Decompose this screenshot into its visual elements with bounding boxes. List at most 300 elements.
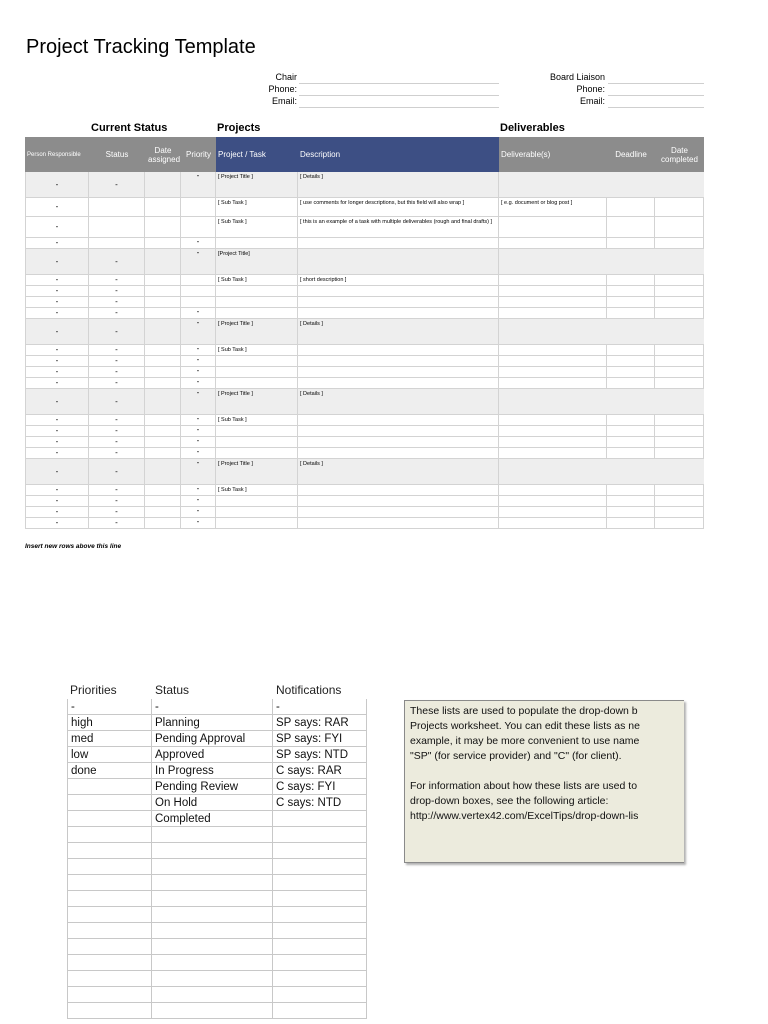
table-cell[interactable] [499, 378, 607, 388]
table-cell[interactable] [89, 485, 145, 495]
list-cell[interactable] [67, 779, 152, 795]
list-cell[interactable] [67, 811, 152, 827]
list-cell[interactable] [67, 1003, 152, 1019]
list-header-status: Status [155, 683, 190, 697]
table-cell[interactable] [655, 367, 704, 377]
table-cell[interactable] [25, 345, 89, 355]
header-priority [181, 137, 216, 172]
list-cell[interactable] [67, 971, 152, 987]
chair-field[interactable] [299, 96, 499, 108]
table-cell[interactable] [298, 459, 499, 484]
list-cell[interactable]: high [67, 715, 152, 731]
table-cell[interactable] [181, 415, 216, 425]
list-cell[interactable]: SP says: RAR [273, 715, 367, 731]
table-cell[interactable] [89, 448, 145, 458]
table-cell[interactable] [298, 485, 499, 495]
table-cell[interactable] [607, 345, 655, 355]
table-cell[interactable] [181, 485, 216, 495]
list-cell[interactable] [273, 907, 367, 923]
table-cell[interactable] [607, 286, 655, 296]
table-cell[interactable] [181, 356, 216, 366]
table-cell[interactable] [216, 345, 298, 355]
liaison-field[interactable] [608, 96, 704, 108]
table-cell[interactable] [298, 286, 499, 296]
note-line: example, it may be more convenient to use name [410, 735, 640, 747]
table-cell[interactable] [25, 286, 89, 296]
list-cell[interactable]: - [273, 699, 367, 715]
table-cell[interactable] [145, 507, 181, 517]
table-cell[interactable] [25, 518, 89, 528]
table-cell[interactable] [89, 437, 145, 447]
list-cell[interactable] [152, 875, 273, 891]
table-cell[interactable] [655, 437, 704, 447]
list-cell[interactable] [273, 859, 367, 875]
table-cell[interactable] [145, 286, 181, 296]
table-cell[interactable] [25, 249, 89, 274]
table-cell[interactable] [145, 275, 181, 285]
table-cell[interactable] [181, 448, 216, 458]
list-cell[interactable]: In Progress [152, 763, 273, 779]
list-cell[interactable]: SP says: NTD [273, 747, 367, 763]
table-cell[interactable] [89, 308, 145, 318]
table-cell[interactable] [181, 518, 216, 528]
table-cell[interactable] [607, 308, 655, 318]
liaison-label: Phone: [576, 84, 605, 94]
table-cell[interactable] [181, 275, 216, 285]
table-cell[interactable] [25, 238, 89, 248]
table-cell[interactable] [181, 286, 216, 296]
table-cell[interactable] [25, 297, 89, 307]
task-row [25, 367, 704, 378]
table-cell[interactable] [181, 426, 216, 436]
table-cell[interactable] [298, 426, 499, 436]
table-cell[interactable] [181, 459, 216, 484]
table-cell[interactable] [607, 367, 655, 377]
table-cell[interactable] [181, 238, 216, 248]
table-cell[interactable] [499, 275, 607, 285]
table-cell[interactable] [499, 217, 607, 237]
table-cell[interactable] [216, 172, 298, 197]
table-cell[interactable] [89, 415, 145, 425]
table-cell[interactable] [216, 448, 298, 458]
table-cell[interactable] [655, 426, 704, 436]
table-cell[interactable] [655, 297, 704, 307]
table-cell[interactable] [181, 198, 216, 216]
table-cell[interactable] [25, 448, 89, 458]
table-cell[interactable] [655, 275, 704, 285]
list-cell[interactable] [67, 923, 152, 939]
liaison-field[interactable] [608, 84, 704, 96]
table-cell[interactable] [25, 485, 89, 495]
list-cell[interactable] [152, 923, 273, 939]
list-cell[interactable]: low [67, 747, 152, 763]
table-cell[interactable] [89, 297, 145, 307]
list-cell[interactable] [67, 939, 152, 955]
table-cell[interactable] [216, 496, 298, 506]
table-cell[interactable] [499, 308, 607, 318]
table-cell[interactable] [89, 275, 145, 285]
table-cell[interactable] [145, 437, 181, 447]
table-cell[interactable] [89, 198, 145, 216]
list-row [67, 1003, 367, 1019]
table-cell[interactable] [25, 507, 89, 517]
table-cell[interactable] [181, 217, 216, 237]
cell-value: - [55, 518, 59, 527]
table-cell[interactable] [145, 367, 181, 377]
table-cell[interactable] [89, 238, 145, 248]
table-cell[interactable] [607, 297, 655, 307]
list-cell[interactable]: - [152, 699, 273, 715]
list-cell[interactable] [152, 939, 273, 955]
list-cell[interactable] [152, 971, 273, 987]
table-cell[interactable] [216, 426, 298, 436]
list-cell[interactable] [152, 891, 273, 907]
table-cell[interactable] [216, 198, 298, 216]
list-row [67, 843, 367, 859]
table-cell[interactable] [499, 448, 607, 458]
cell-value: - [55, 496, 59, 505]
table-cell[interactable] [607, 426, 655, 436]
table-cell[interactable] [145, 459, 181, 484]
list-cell[interactable] [273, 939, 367, 955]
table-cell[interactable] [499, 496, 607, 506]
table-cell[interactable] [607, 415, 655, 425]
table-cell[interactable] [298, 437, 499, 447]
table-cell[interactable] [499, 297, 607, 307]
table-cell[interactable] [216, 415, 298, 425]
list-cell[interactable] [152, 907, 273, 923]
table-cell[interactable] [181, 297, 216, 307]
table-cell[interactable] [216, 507, 298, 517]
liaison-field[interactable] [608, 72, 704, 84]
table-cell[interactable] [607, 507, 655, 517]
table-cell[interactable] [216, 308, 298, 318]
list-cell[interactable]: Completed [152, 811, 273, 827]
table-cell[interactable] [499, 356, 607, 366]
table-cell[interactable] [499, 426, 607, 436]
list-cell[interactable]: done [67, 763, 152, 779]
list-cell[interactable] [273, 923, 367, 939]
table-cell[interactable] [181, 507, 216, 517]
table-cell[interactable] [89, 518, 145, 528]
table-cell[interactable] [607, 238, 655, 248]
list-cell[interactable] [273, 843, 367, 859]
table-cell[interactable] [145, 249, 181, 274]
table-cell[interactable] [298, 356, 499, 366]
table-cell[interactable] [25, 198, 89, 216]
list-cell[interactable]: Pending Approval [152, 731, 273, 747]
table-cell[interactable] [89, 389, 145, 414]
table-cell[interactable] [145, 297, 181, 307]
table-cell[interactable] [298, 415, 499, 425]
header-label: Deadline [615, 150, 647, 159]
table-cell[interactable] [181, 389, 216, 414]
table-cell[interactable] [25, 496, 89, 506]
table-cell[interactable] [216, 249, 298, 274]
list-cell[interactable]: Pending Review [152, 779, 273, 795]
table-cell[interactable] [145, 198, 181, 216]
list-cell[interactable] [273, 891, 367, 907]
table-cell[interactable] [25, 426, 89, 436]
table-cell[interactable] [655, 286, 704, 296]
table-cell[interactable] [499, 485, 607, 495]
list-cell[interactable]: med [67, 731, 152, 747]
table-cell[interactable] [145, 426, 181, 436]
table-cell[interactable] [298, 308, 499, 318]
list-cell[interactable]: C says: RAR [273, 763, 367, 779]
table-cell[interactable] [25, 319, 89, 344]
table-cell[interactable] [655, 496, 704, 506]
table-cell[interactable] [145, 496, 181, 506]
table-cell[interactable] [145, 378, 181, 388]
list-cell[interactable] [152, 1003, 273, 1019]
table-cell[interactable] [298, 297, 499, 307]
table-cell[interactable] [89, 459, 145, 484]
list-cell[interactable]: - [67, 699, 152, 715]
table-cell[interactable] [145, 518, 181, 528]
table-cell[interactable] [145, 217, 181, 237]
table-cell[interactable] [655, 507, 704, 517]
table-cell[interactable] [607, 356, 655, 366]
table-cell[interactable] [655, 356, 704, 366]
table-cell[interactable] [298, 496, 499, 506]
list-row [67, 747, 367, 763]
cell-value: [ Sub Task ] [218, 487, 247, 493]
table-cell[interactable] [607, 448, 655, 458]
table-cell[interactable] [216, 238, 298, 248]
table-cell[interactable] [607, 275, 655, 285]
table-cell[interactable] [607, 518, 655, 528]
table-cell[interactable] [655, 415, 704, 425]
table-cell[interactable] [655, 448, 704, 458]
table-cell[interactable] [25, 415, 89, 425]
table-cell[interactable] [655, 217, 704, 237]
table-cell[interactable] [216, 286, 298, 296]
table-cell[interactable] [655, 378, 704, 388]
list-cell[interactable] [67, 987, 152, 1003]
table-cell[interactable] [499, 198, 607, 216]
table-cell[interactable] [499, 518, 607, 528]
list-cell[interactable] [67, 827, 152, 843]
list-cell[interactable] [273, 1003, 367, 1019]
table-cell[interactable] [298, 389, 499, 414]
list-cell[interactable]: SP says: FYI [273, 731, 367, 747]
table-cell[interactable] [499, 415, 607, 425]
table-cell[interactable] [655, 308, 704, 318]
table-cell[interactable] [655, 198, 704, 216]
table-cell[interactable] [25, 459, 89, 484]
table-cell[interactable] [145, 415, 181, 425]
table-cell[interactable] [181, 249, 216, 274]
table-cell[interactable] [298, 448, 499, 458]
table-cell[interactable] [216, 367, 298, 377]
table-cell[interactable] [145, 238, 181, 248]
table-cell[interactable] [145, 319, 181, 344]
table-cell[interactable] [181, 367, 216, 377]
table-cell[interactable] [216, 275, 298, 285]
list-cell[interactable] [273, 811, 367, 827]
table-cell[interactable] [298, 217, 499, 237]
cell-value: [ short description ] [300, 277, 347, 283]
list-cell[interactable]: C says: NTD [273, 795, 367, 811]
table-cell[interactable] [216, 356, 298, 366]
list-cell[interactable] [67, 875, 152, 891]
table-cell[interactable] [499, 437, 607, 447]
list-cell[interactable] [152, 859, 273, 875]
table-cell[interactable] [145, 356, 181, 366]
table-cell[interactable] [89, 249, 145, 274]
table-cell[interactable] [25, 308, 89, 318]
table-cell[interactable] [216, 485, 298, 495]
table-cell[interactable] [298, 275, 499, 285]
table-cell[interactable] [181, 378, 216, 388]
cell-value: [ Project Title ] [218, 174, 253, 180]
table-cell[interactable] [607, 496, 655, 506]
chair-label: Email: [271, 96, 297, 106]
table-cell[interactable] [181, 437, 216, 447]
section-current-status: Current Status [91, 122, 168, 134]
header-label: Date completed [661, 145, 698, 164]
table-cell[interactable] [607, 198, 655, 216]
table-cell[interactable] [25, 172, 89, 197]
list-cell[interactable] [67, 795, 152, 811]
list-cell[interactable] [152, 955, 273, 971]
list-cell[interactable] [152, 843, 273, 859]
task-row [25, 448, 704, 459]
list-cell[interactable] [152, 827, 273, 843]
table-cell[interactable] [25, 378, 89, 388]
table-cell[interactable] [145, 308, 181, 318]
table-cell[interactable] [145, 172, 181, 197]
table-cell[interactable] [181, 496, 216, 506]
list-cell[interactable] [67, 891, 152, 907]
cell-value: - [55, 326, 59, 336]
table-cell[interactable] [298, 367, 499, 377]
header-label: Project / Task [218, 150, 266, 159]
table-cell[interactable] [607, 485, 655, 495]
chair-field[interactable] [299, 84, 499, 96]
table-cell[interactable] [499, 286, 607, 296]
cell-value: - [196, 367, 200, 375]
table-cell[interactable] [655, 518, 704, 528]
table-cell[interactable] [216, 319, 298, 344]
list-cell[interactable] [67, 843, 152, 859]
list-cell[interactable] [67, 907, 152, 923]
table-cell[interactable] [181, 345, 216, 355]
table-cell[interactable] [216, 518, 298, 528]
list-row [67, 923, 367, 939]
table-cell[interactable] [298, 319, 499, 344]
table-cell[interactable] [607, 437, 655, 447]
table-cell[interactable] [216, 297, 298, 307]
list-cell[interactable]: Planning [152, 715, 273, 731]
table-cell[interactable] [25, 356, 89, 366]
table-cell[interactable] [655, 238, 704, 248]
table-cell[interactable] [216, 217, 298, 237]
table-cell[interactable] [181, 172, 216, 197]
list-cell[interactable] [273, 827, 367, 843]
table-cell[interactable] [607, 378, 655, 388]
list-cell[interactable]: C says: FYI [273, 779, 367, 795]
table-cell[interactable] [25, 389, 89, 414]
table-cell[interactable] [298, 507, 499, 517]
table-cell[interactable] [25, 367, 89, 377]
chair-field[interactable] [299, 72, 499, 84]
list-cell[interactable] [67, 955, 152, 971]
cell-value: - [196, 507, 200, 515]
cell-value: [ Details ] [300, 321, 323, 327]
table-cell[interactable] [607, 217, 655, 237]
table-cell[interactable] [89, 286, 145, 296]
list-cell[interactable]: On Hold [152, 795, 273, 811]
table-cell[interactable] [25, 275, 89, 285]
table-cell[interactable] [145, 389, 181, 414]
table-cell[interactable] [499, 507, 607, 517]
header-description [298, 137, 499, 172]
table-cell[interactable] [298, 198, 499, 216]
cell-value: - [115, 518, 118, 527]
table-cell[interactable] [298, 238, 499, 248]
list-cell[interactable]: Approved [152, 747, 273, 763]
list-cell[interactable] [273, 955, 367, 971]
task-row [25, 496, 704, 507]
table-cell[interactable] [89, 172, 145, 197]
table-cell[interactable] [298, 172, 499, 197]
cell-value: [ Project Title ] [218, 321, 253, 327]
table-cell[interactable] [655, 485, 704, 495]
table-cell[interactable] [89, 367, 145, 377]
table-cell[interactable] [145, 448, 181, 458]
cell-value: - [55, 367, 59, 376]
table-cell[interactable] [499, 367, 607, 377]
table-cell[interactable] [89, 426, 145, 436]
table-cell[interactable] [499, 345, 607, 355]
table-cell[interactable] [89, 356, 145, 366]
table-cell[interactable] [89, 319, 145, 344]
table-cell[interactable] [181, 308, 216, 318]
table-cell[interactable] [181, 319, 216, 344]
table-cell[interactable] [655, 345, 704, 355]
table-cell[interactable] [89, 345, 145, 355]
table-cell[interactable] [216, 378, 298, 388]
table-cell[interactable] [89, 496, 145, 506]
table-cell[interactable] [298, 249, 499, 274]
table-cell[interactable] [298, 518, 499, 528]
table-cell[interactable] [216, 459, 298, 484]
table-cell[interactable] [89, 378, 145, 388]
list-row [67, 779, 367, 795]
table-cell[interactable] [499, 238, 607, 248]
table-cell[interactable] [25, 217, 89, 237]
table-cell[interactable] [145, 485, 181, 495]
list-cell[interactable] [273, 971, 367, 987]
list-cell[interactable] [273, 987, 367, 1003]
list-cell[interactable] [273, 875, 367, 891]
table-cell[interactable] [145, 345, 181, 355]
table-cell[interactable] [216, 389, 298, 414]
cell-value: - [115, 437, 118, 446]
table-cell[interactable] [298, 378, 499, 388]
table-cell[interactable] [89, 507, 145, 517]
table-cell[interactable] [89, 217, 145, 237]
list-header-priorities: Priorities [70, 683, 117, 697]
table-cell[interactable] [298, 345, 499, 355]
table-cell[interactable] [25, 437, 89, 447]
list-cell[interactable] [152, 987, 273, 1003]
list-row [67, 827, 367, 843]
list-cell[interactable] [67, 859, 152, 875]
table-cell[interactable] [216, 437, 298, 447]
